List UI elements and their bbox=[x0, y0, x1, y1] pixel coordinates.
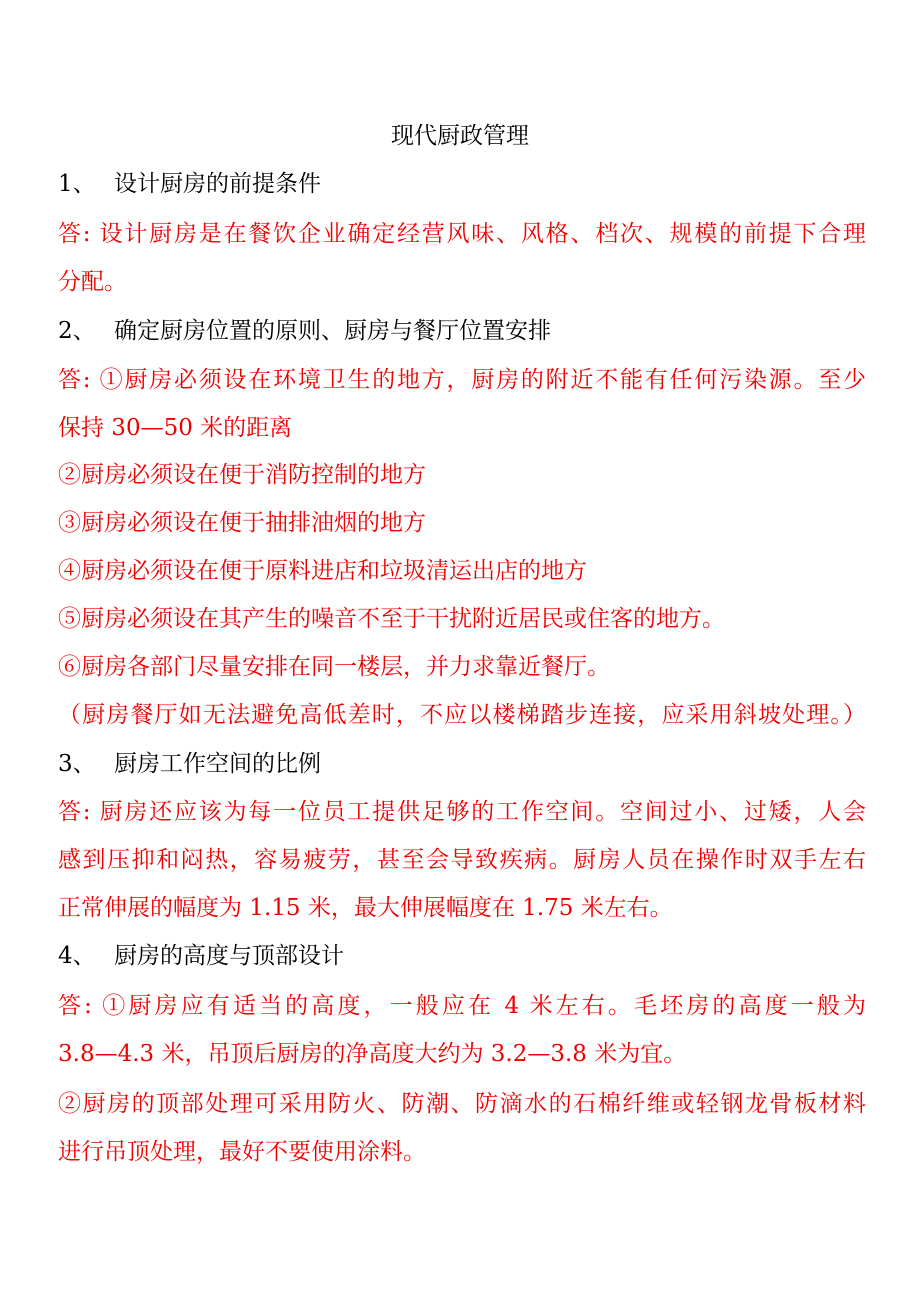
line-text: ④厨房必须设在便于原料进店和垃圾清运出店的地方 bbox=[58, 558, 587, 584]
line-text: 感到压抑和闷热，容易疲劳，甚至会导致疾病。厨房人员在操作时双手左右 bbox=[58, 847, 866, 873]
answer-line bbox=[58, 553, 866, 589]
answer-line bbox=[58, 457, 866, 493]
question-line bbox=[58, 938, 866, 974]
line-text: 答: ①厨房必须设在环境卫生的地方，厨房的附近不能有任何污染源。至少 bbox=[58, 367, 866, 393]
answer-line bbox=[58, 842, 866, 878]
line-text: 确定厨房位置的原则、厨房与餐厅位置安排 bbox=[114, 318, 551, 344]
line-text: 进行吊顶处理，最好不要使用涂料。 bbox=[58, 1139, 426, 1165]
document-title: 现代厨政管理 bbox=[391, 123, 529, 149]
question-number: 3、 bbox=[58, 751, 96, 777]
line-text: 3.8—4.3 米，吊顶后厨房的净高度大约为 3.2—3.8 米为宜。 bbox=[58, 1041, 687, 1067]
answer-line bbox=[58, 362, 866, 398]
answer-line bbox=[58, 890, 866, 926]
answer-line bbox=[58, 988, 866, 1024]
line-text: ②厨房的顶部处理可采用防火、防潮、防滴水的石棉纤维或轻钢龙骨板材料 bbox=[58, 1091, 866, 1117]
answer-line bbox=[58, 505, 866, 541]
answer-line bbox=[58, 216, 866, 252]
line-text: ⑥厨房各部门尽量安排在同一楼层，并力求靠近餐厅。 bbox=[58, 654, 610, 680]
question-number: 4、 bbox=[58, 943, 96, 969]
question-line bbox=[58, 313, 866, 349]
line-text: 答: ①厨房应有适当的高度，一般应在 4 米左右。毛坯房的高度一般为 bbox=[58, 993, 866, 1019]
answer-line bbox=[58, 1134, 866, 1170]
question-number: 2、 bbox=[58, 318, 96, 344]
question-line bbox=[58, 746, 866, 782]
answer-line bbox=[58, 264, 866, 300]
line-text: （厨房餐厅如无法避免高低差时，不应以楼梯踏步连接，应采用斜坡处理。） bbox=[58, 702, 866, 728]
answer-line bbox=[58, 410, 866, 446]
line-text: 厨房工作空间的比例 bbox=[114, 751, 321, 777]
line-text: 设计厨房的前提条件 bbox=[114, 171, 321, 197]
question-number: 1、 bbox=[58, 171, 96, 197]
line-text: 厨房的高度与顶部设计 bbox=[114, 943, 344, 969]
line-text: ②厨房必须设在便于消防控制的地方 bbox=[58, 462, 426, 488]
question-line bbox=[58, 166, 866, 202]
answer-line bbox=[58, 794, 866, 830]
line-text: 保持 30—50 米的距离 bbox=[58, 415, 293, 441]
answer-line bbox=[58, 1086, 866, 1122]
line-text: ⑤厨房必须设在其产生的噪音不至于干扰附近居民或住客的地方。 bbox=[58, 606, 725, 632]
answer-line bbox=[58, 601, 866, 637]
line-text: ③厨房必须设在便于抽排油烟的地方 bbox=[58, 510, 426, 536]
line-text: 答: 厨房还应该为每一位员工提供足够的工作空间。空间过小、过矮，人会 bbox=[58, 799, 866, 825]
line-text: 正常伸展的幅度为 1.15 米，最大伸展幅度在 1.75 米左右。 bbox=[58, 895, 673, 921]
answer-line bbox=[58, 697, 866, 733]
answer-line bbox=[58, 1036, 866, 1072]
line-text: 分配。 bbox=[58, 269, 127, 295]
answer-line bbox=[58, 649, 866, 685]
line-text: 答: 设计厨房是在餐饮企业确定经营风味、风格、档次、规模的前提下合理 bbox=[58, 221, 866, 247]
